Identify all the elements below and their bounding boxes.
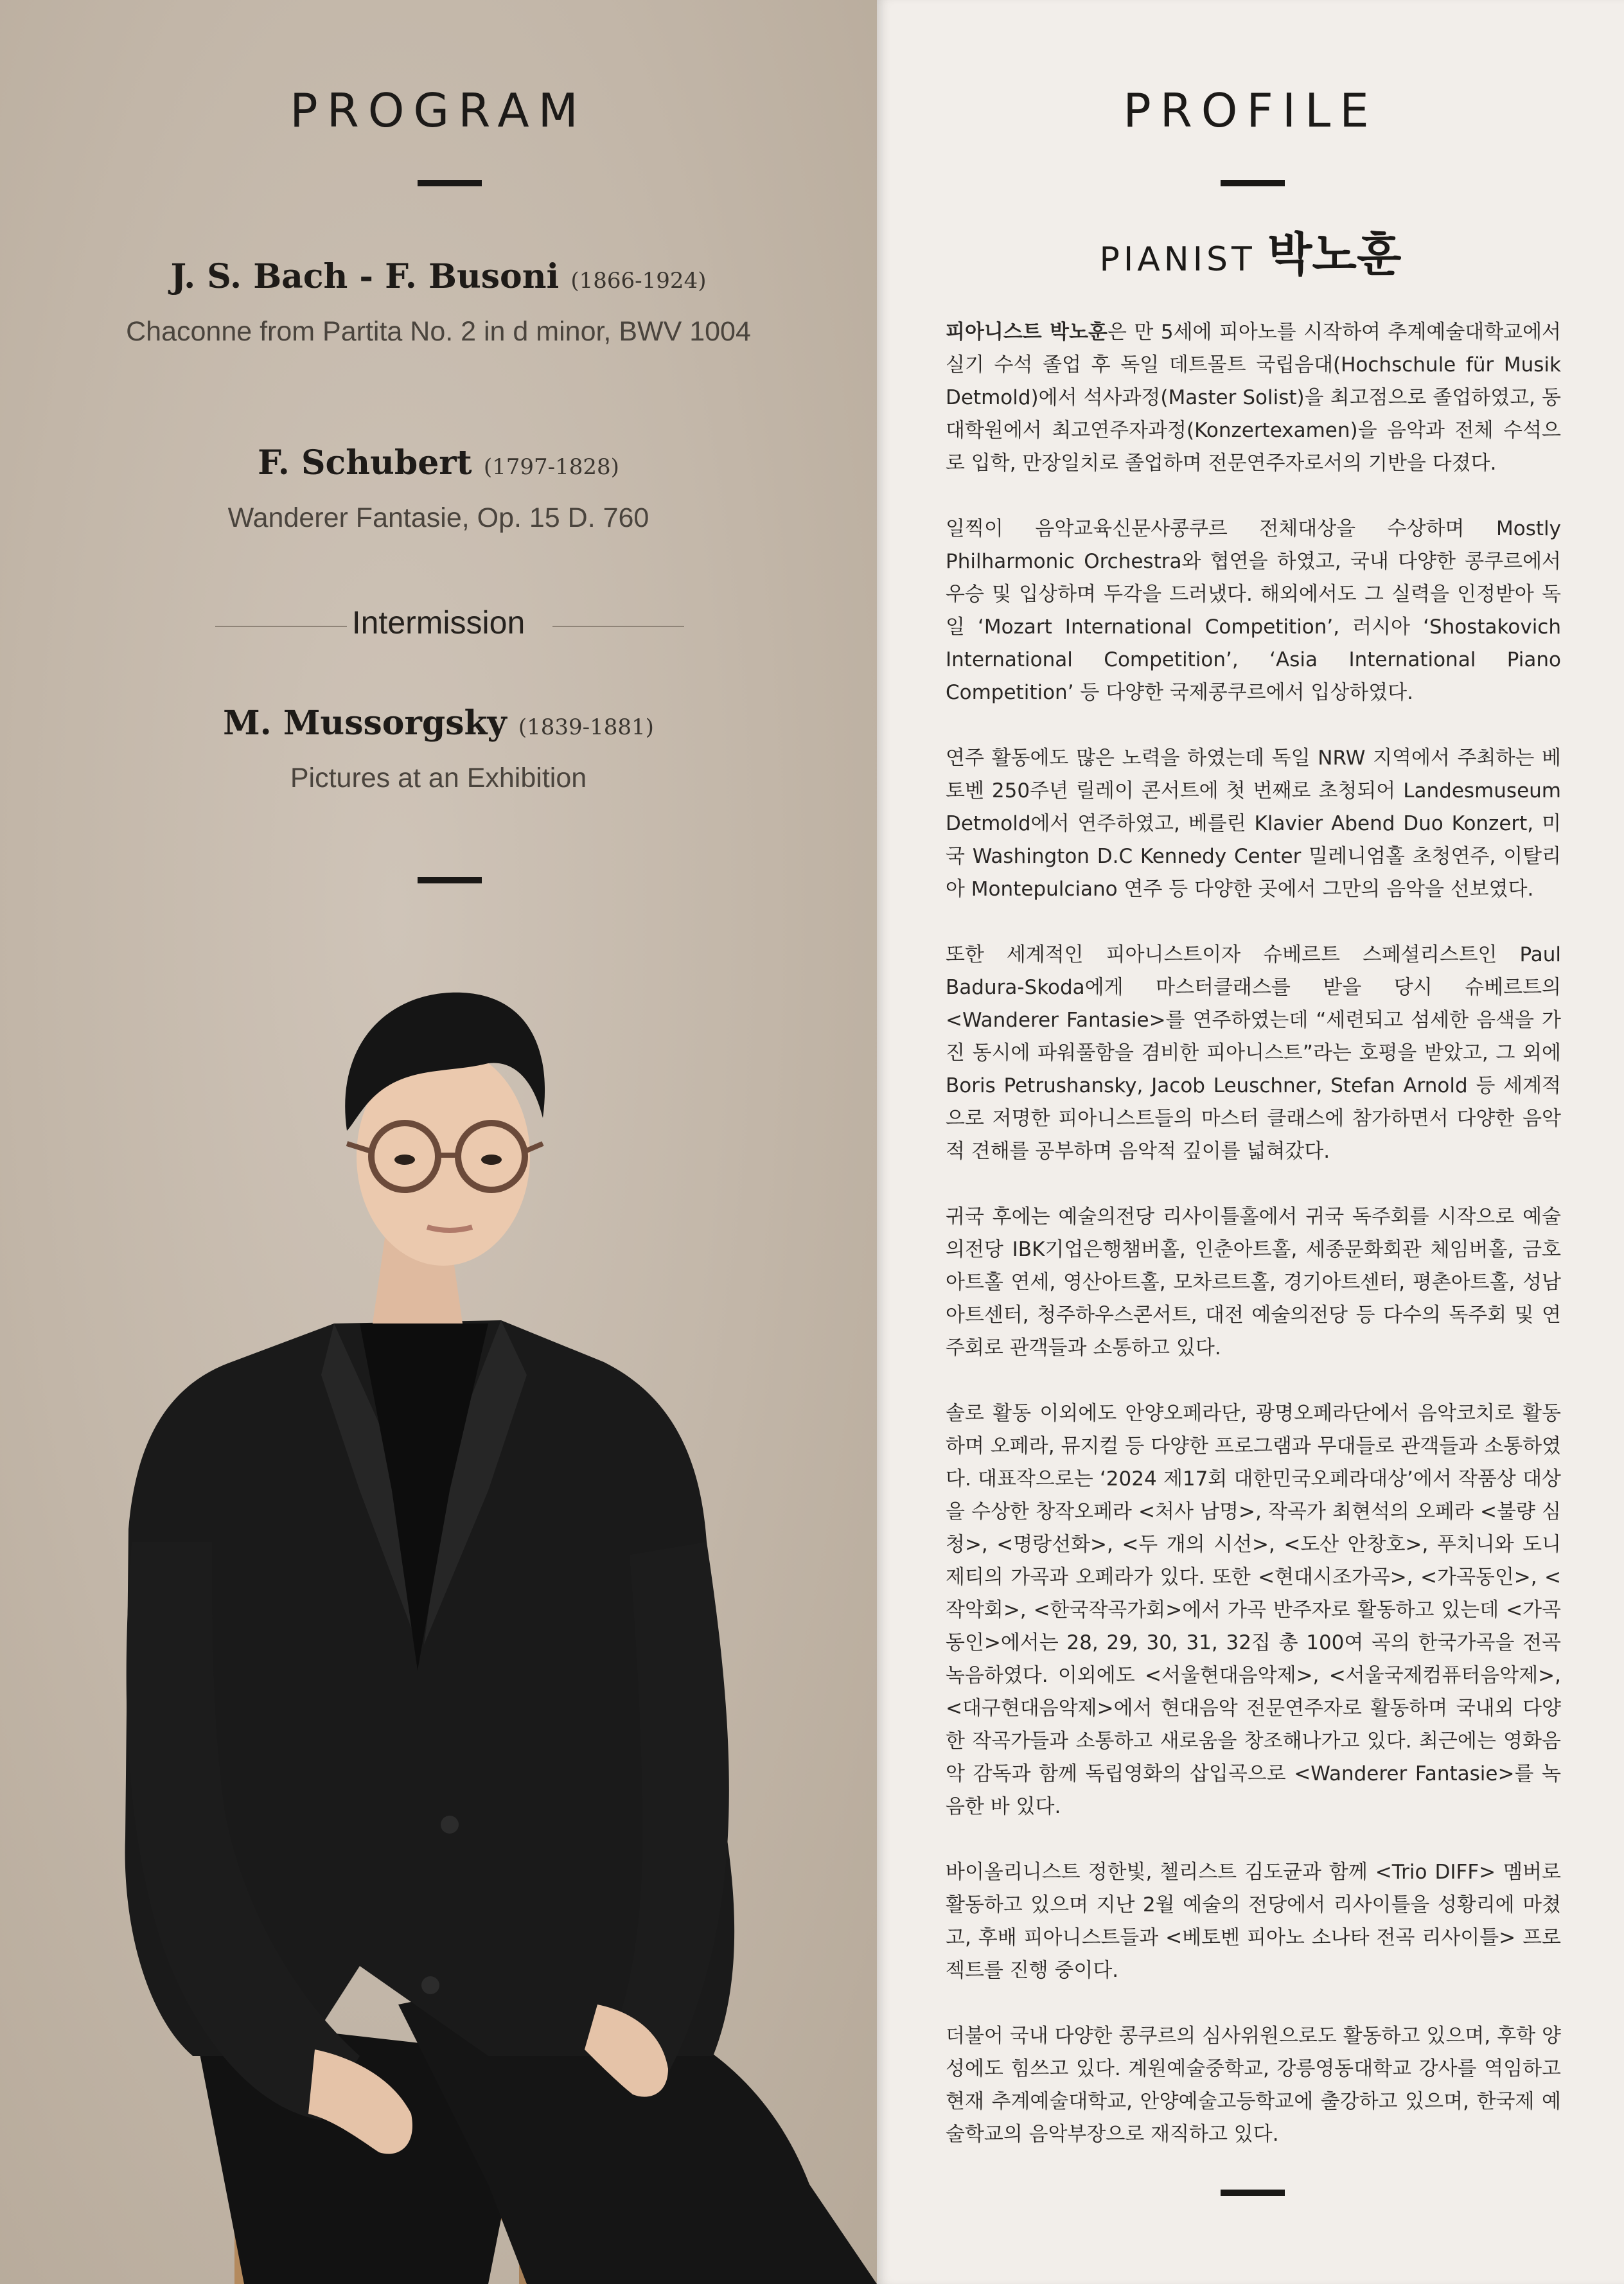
composer-name: M. Mussorgsky (223, 704, 507, 743)
work-title: Pictures at an Exhibition (290, 763, 587, 793)
pianist-title (877, 217, 1624, 284)
intermission-rule-right (552, 626, 684, 627)
bio-lead-name: 피아니스트 박노훈 (946, 321, 1108, 344)
composer-line (0, 704, 877, 743)
bio-paragraph: 또한 세계적인 피아니스트이자 슈베르트 스페셜리스트인 Paul Badura-Skoda에게 마스터클래스를 받을 당시 슈베르트의 <Wanderer Fantasie>를 연주하였는데 “세련되고 섬세한 음색을 가진 동시에 파워풀함을 겸비한 피아니스트”라는 호평을 받았고, 그 외에 Boris Petrushansky, Jacob Leuschner, Stefan Arnold 등 세계적으로 저명한 피아니스트들의 마스터 클래스에 참가하면서 다양한 음악적 견해를 공부하며 음악적 깊이를 넓혀갔다. (946, 943, 1561, 1163)
program-heading: PROGRAM (290, 84, 587, 137)
profile-heading: PROFILE (1123, 84, 1378, 137)
bio-paragraph: 귀국 후에는 예술의전당 리사이틀홀에서 귀국 독주회를 시작으로 예술의전당 IBK기업은행챔버홀, 인춘아트홀, 세종문화회관 체임버홀, 금호아트홀 연세, 영산아트홀, 모차르트홀, 경기아트센터, 평촌아트홀, 성남아트센터, 청주하우스콘서트, 대전 예술의전당 등 다수의 독주회 및 연주회로 관객들과 소통하고 있다. (946, 1205, 1561, 1359)
bio-paragraph: 연주 활동에도 많은 노력을 하였는데 독일 NRW 지역에서 주최하는 베토벤 250주년 릴레이 콘서트에 첫 번째로 초청되어 Landesmuseum Detmold에서 연주하였고, 베를린 Klavier Abend Duo Konzert, 미국 Washington D.C Kennedy Center 밀레니엄홀 초청연주, 이탈리아 Montepulciano 연주 등 다양한 곳에서 그만의 음악을 선보였다. (946, 747, 1561, 901)
composer-name: J. S. Bach - F. Busoni (170, 257, 560, 296)
composer-name: F. Schubert (258, 443, 472, 482)
pianist-portrait (0, 964, 877, 2284)
bio-paragraph: 솔로 활동 이외에도 안양오페라단, 광명오페라단에서 음악코치로 활동하며 오페라, 뮤지컬 등 다양한 프로그램과 무대들로 관객들과 소통하였다. 대표작으로는 ‘2024 제17회 대한민국오페라대상’에서 작품상 대상을 수상한 창작오페라 <처사 남명>, 작곡가 최현석의 오페라 <불량 심청>, <명랑선화>, <두 개의 시선>, <도산 안창호>, 푸치니와 도니제티의 가곡과 오페라가 있다. 또한 <현대시조가곡>, <가곡동인>, <작악회>, <한국작곡가회>에서 가곡 반주자로 활동하고 있는데 <가곡동인>에서는 28, 29, 30, 31, 32집 총 100여 곡의 한국가곡을 전곡 녹음하였다. 이외에도 <서울현대음악제>, <서울국제컴퓨터음악제>, <대구현대음악제>에서 현대음악 전문연주자로 활동하며 국내외 다양한 작곡가들과 소통하고 새로움을 창조해나가고 있다. 최근에는 영화음악 감독과 함께 독립영화의 삽입곡으로 <Wanderer Fantasie>를 녹음한 바 있다. (946, 1402, 1561, 1818)
bio-paragraph: 일찍이 음악교육신문사콩쿠르 전체대상을 수상하며 Mostly Philharmonic Orchestra와 협연을 하였고, 국내 다양한 콩쿠르에서 우승 및 입상하며 두각을 드러냈다. 해외에서도 그 실력을 인정받아 독일 ‘Mozart International Competition’, 러시아 ‘Shostakovich International Competition’, ‘Asia International Piano Competition’ 등 다양한 국제콩쿠르에서 입상하였다. (946, 517, 1561, 704)
pianist-title-ko: 박노훈 (1267, 227, 1402, 281)
composer-line (0, 257, 877, 296)
profile-bio (946, 316, 1561, 2184)
work-title: Wanderer Fantasie, Op. 15 D. 760 (227, 502, 649, 533)
bio-paragraph: 바이올리니스트 정한빛, 첼리스트 김도균과 함께 <Trio DIFF> 멤버로 활동하고 있으며 지난 2월 예술의 전당에서 리사이틀을 성황리에 마쳤고, 후배 피아니스트들과 <베토벤 피아노 소나타 전곡 리사이틀> 프로젝트를 진행 중이다. (946, 1861, 1561, 1982)
composer-years: (1797-1828) (483, 454, 619, 480)
divider-bar (1221, 180, 1285, 186)
divider-bar (1221, 2190, 1285, 2196)
composer-line (0, 443, 877, 482)
divider-bar (418, 877, 482, 883)
composer-years: (1866-1924) (570, 268, 707, 294)
bio-paragraph (946, 316, 1561, 480)
divider-bar (418, 180, 482, 186)
work-title: Chaconne from Partita No. 2 in d minor, BWV 1004 (126, 316, 751, 347)
bio-paragraph: 더불어 국내 다양한 콩쿠르의 심사위원으로도 활동하고 있으며, 후학 양성에도 힘쓰고 있다. 계원예술중학교, 강릉영동대학교 강사를 역임하고 현재 추계예술대학교, 안양예술고등학교에 출강하고 있으며, 한국제 예술학교의 음악부장으로 재직하고 있다. (946, 2024, 1561, 2146)
intermission-label: Intermission (351, 605, 525, 641)
composer-years: (1839-1881) (518, 714, 654, 740)
pianist-title-en: PIANIST (1099, 240, 1256, 279)
bio-text: 은 만 5세에 피아노를 시작하여 추계예술대학교에서 실기 수석 졸업 후 독일 데트몰트 국립음대(Hochschule für Musik Detmold)에서 석사과정(Master Solist)을 최고점으로 졸업하였고, 동대학원에서 최고연주자과정(Konzertexamen)을 음악과 전체 수석으로 입학, 만장일치로 졸업하며 전문연주자로서의 기반을 다졌다. (946, 321, 1561, 475)
